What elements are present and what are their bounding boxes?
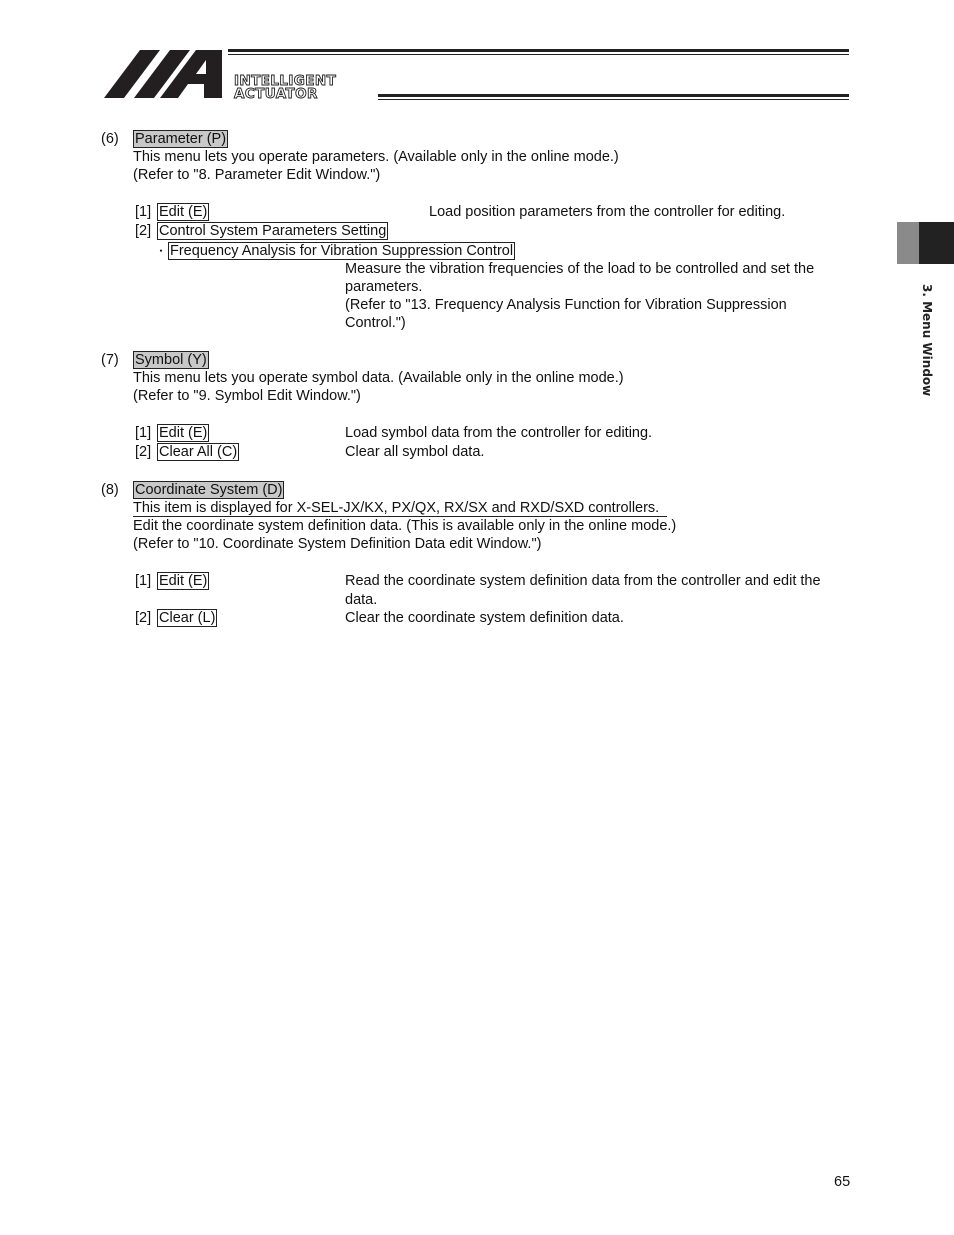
chapter-tab-dark — [919, 222, 954, 264]
item-description: Load position parameters from the controller for editing. — [429, 204, 786, 220]
menu-symbol[interactable]: Symbol (Y) — [135, 352, 207, 368]
symbol-reference: (Refer to "9. Symbol Edit Window.") — [133, 388, 361, 404]
sub-description-line: Control.") — [345, 315, 406, 331]
section-number-coordinate: (8) — [101, 482, 119, 498]
coordinate-note: This item is displayed for X-SEL-JX/KX, PX/QX, RX/SX and RXD/SXD controllers. — [133, 500, 667, 517]
item-description: Load symbol data from the controller for editing. — [345, 425, 653, 441]
header-rule-bottom — [378, 94, 849, 97]
menu-item-frequency-analysis[interactable]: Frequency Analysis for Vibration Suppression Control — [170, 243, 514, 259]
menu-item-coordinate-clear[interactable]: Clear (L) — [159, 610, 216, 626]
item-number: [2] — [135, 223, 152, 239]
brand-text-intelligent: INTELLIGENT — [234, 73, 337, 89]
section-number-symbol: (7) — [101, 352, 119, 368]
bullet: ・ — [155, 244, 168, 258]
header-rule-top — [228, 49, 849, 52]
parameter-description: This menu lets you operate parameters. (Available only in the online mode.) — [133, 149, 619, 165]
menu-coordinate-system[interactable]: Coordinate System (D) — [135, 482, 283, 498]
page-number: 65 — [834, 1174, 851, 1190]
chapter-label: 3. Menu Window — [920, 284, 934, 397]
item-description: Clear all symbol data. — [345, 444, 485, 460]
company-logo-icon — [104, 48, 224, 100]
menu-item-coordinate-edit[interactable]: Edit (E) — [159, 573, 208, 589]
header-rule-bottom-thin — [378, 99, 849, 100]
symbol-description: This menu lets you operate symbol data. (Available only in the online mode.) — [133, 370, 624, 386]
item-description-line: Read the coordinate system definition data from the controller and edit the — [345, 573, 821, 589]
brand-text-actuator: ACTUATOR — [234, 86, 318, 102]
item-description-line: data. — [345, 592, 378, 608]
section-number-parameter: (6) — [101, 131, 119, 147]
header-rule-top-thin — [228, 54, 849, 55]
chapter-tab-light — [897, 222, 919, 264]
item-number: [1] — [135, 425, 152, 441]
item-number: [2] — [135, 444, 152, 460]
sub-description-line: Measure the vibration frequencies of the load to be controlled and set the — [345, 261, 815, 277]
coordinate-reference: (Refer to "10. Coordinate System Definition Data edit Window.") — [133, 536, 542, 552]
menu-item-parameter-edit[interactable]: Edit (E) — [159, 204, 208, 220]
coordinate-description: Edit the coordinate system definition data. (This is available only in the online mode.) — [133, 518, 677, 534]
item-number: [1] — [135, 573, 152, 589]
menu-parameter[interactable]: Parameter (P) — [135, 131, 227, 147]
item-number: [2] — [135, 610, 152, 626]
menu-item-symbol-clear-all[interactable]: Clear All (C) — [159, 444, 238, 460]
sub-description-line: parameters. — [345, 279, 423, 295]
item-description: Clear the coordinate system definition data. — [345, 610, 624, 626]
parameter-reference: (Refer to "8. Parameter Edit Window.") — [133, 167, 381, 183]
sub-description-line: (Refer to "13. Frequency Analysis Function for Vibration Suppression — [345, 297, 787, 313]
menu-item-symbol-edit[interactable]: Edit (E) — [159, 425, 208, 441]
item-number: [1] — [135, 204, 152, 220]
menu-item-control-system-parameters[interactable]: Control System Parameters Setting — [159, 223, 387, 239]
